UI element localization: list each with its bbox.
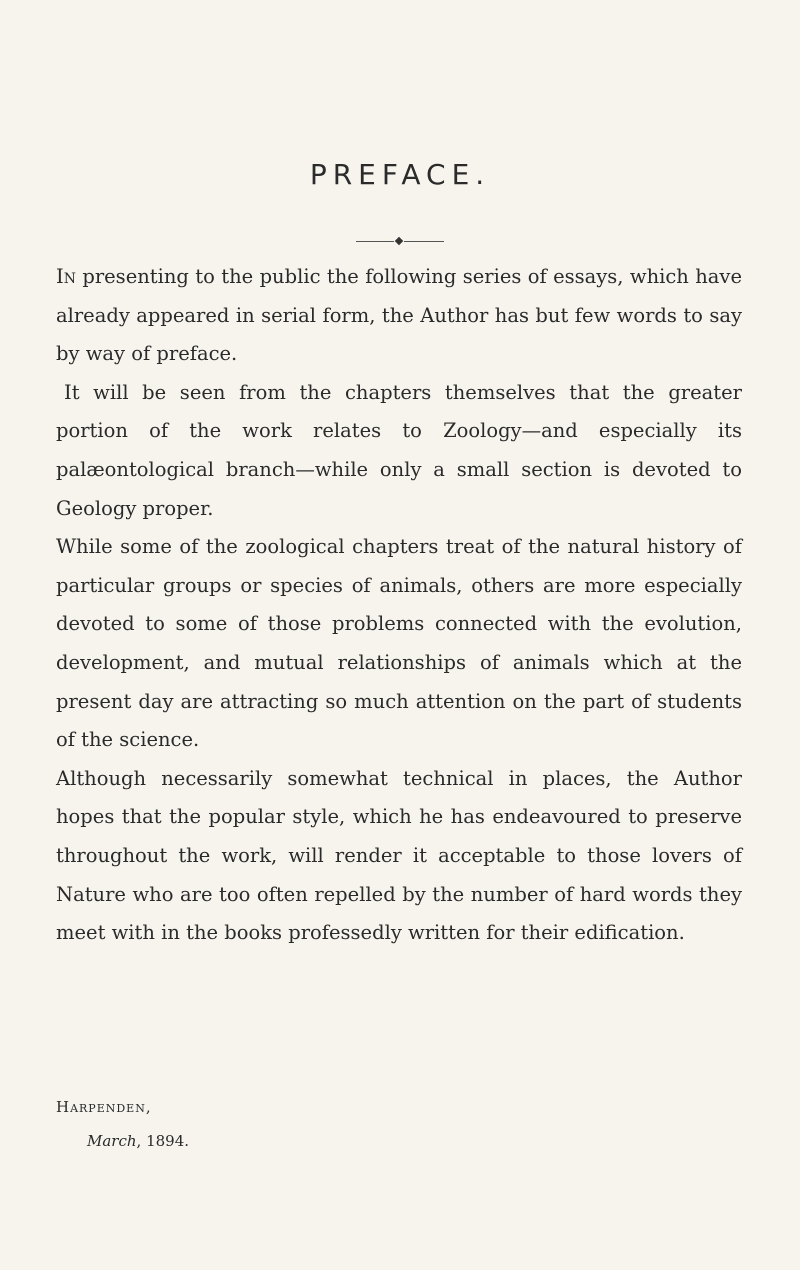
paragraph-1-text: presenting to the public the following series of essays, which have already appeared in serial form, the Author has but few words to say by way of preface. [56,265,742,366]
signature-block [56,1090,189,1158]
title-ornament [356,238,444,246]
preface-body [56,258,742,953]
signature-month: March [87,1132,137,1150]
paragraph-1-lead: In [56,265,76,288]
ornament-diamond [395,237,403,245]
paragraph-2 [56,374,742,528]
paragraph-3 [56,528,742,760]
signature-year: , 1894. [136,1132,190,1150]
page-title: PREFACE. [309,158,491,191]
paragraph-2-text: It will be seen from the chapters themselves that the greater portion of the work relates to Zoology—and especially its palæontological branch—while only a small section is devoted to Geology proper. [56,380,742,520]
ornament-line-left [356,241,394,242]
signature-date [56,1124,189,1158]
paragraph-3-text: While some of the zoological chapters treat of the natural history of particular groups or species of animals, others are more especially devoted to some of those problems connected with the evolution, development, and mutual relationships of animals which at the present day are attracting so much attention on the part of students of the science. [56,535,742,752]
paragraph-4 [56,760,742,953]
paragraph-4-text: Although necessarily somewhat technical in places, the Author hopes that the popular style, which he has endeavoured to preserve throughout the work, will render it acceptable to those lovers of Nature who are too often repelled by the number of hard words they meet with in the books professedly written for their edification. [56,766,742,945]
paragraph-1 [56,258,742,374]
signature-place: Harpenden, [56,1098,152,1116]
ornament-line-right [404,241,444,242]
